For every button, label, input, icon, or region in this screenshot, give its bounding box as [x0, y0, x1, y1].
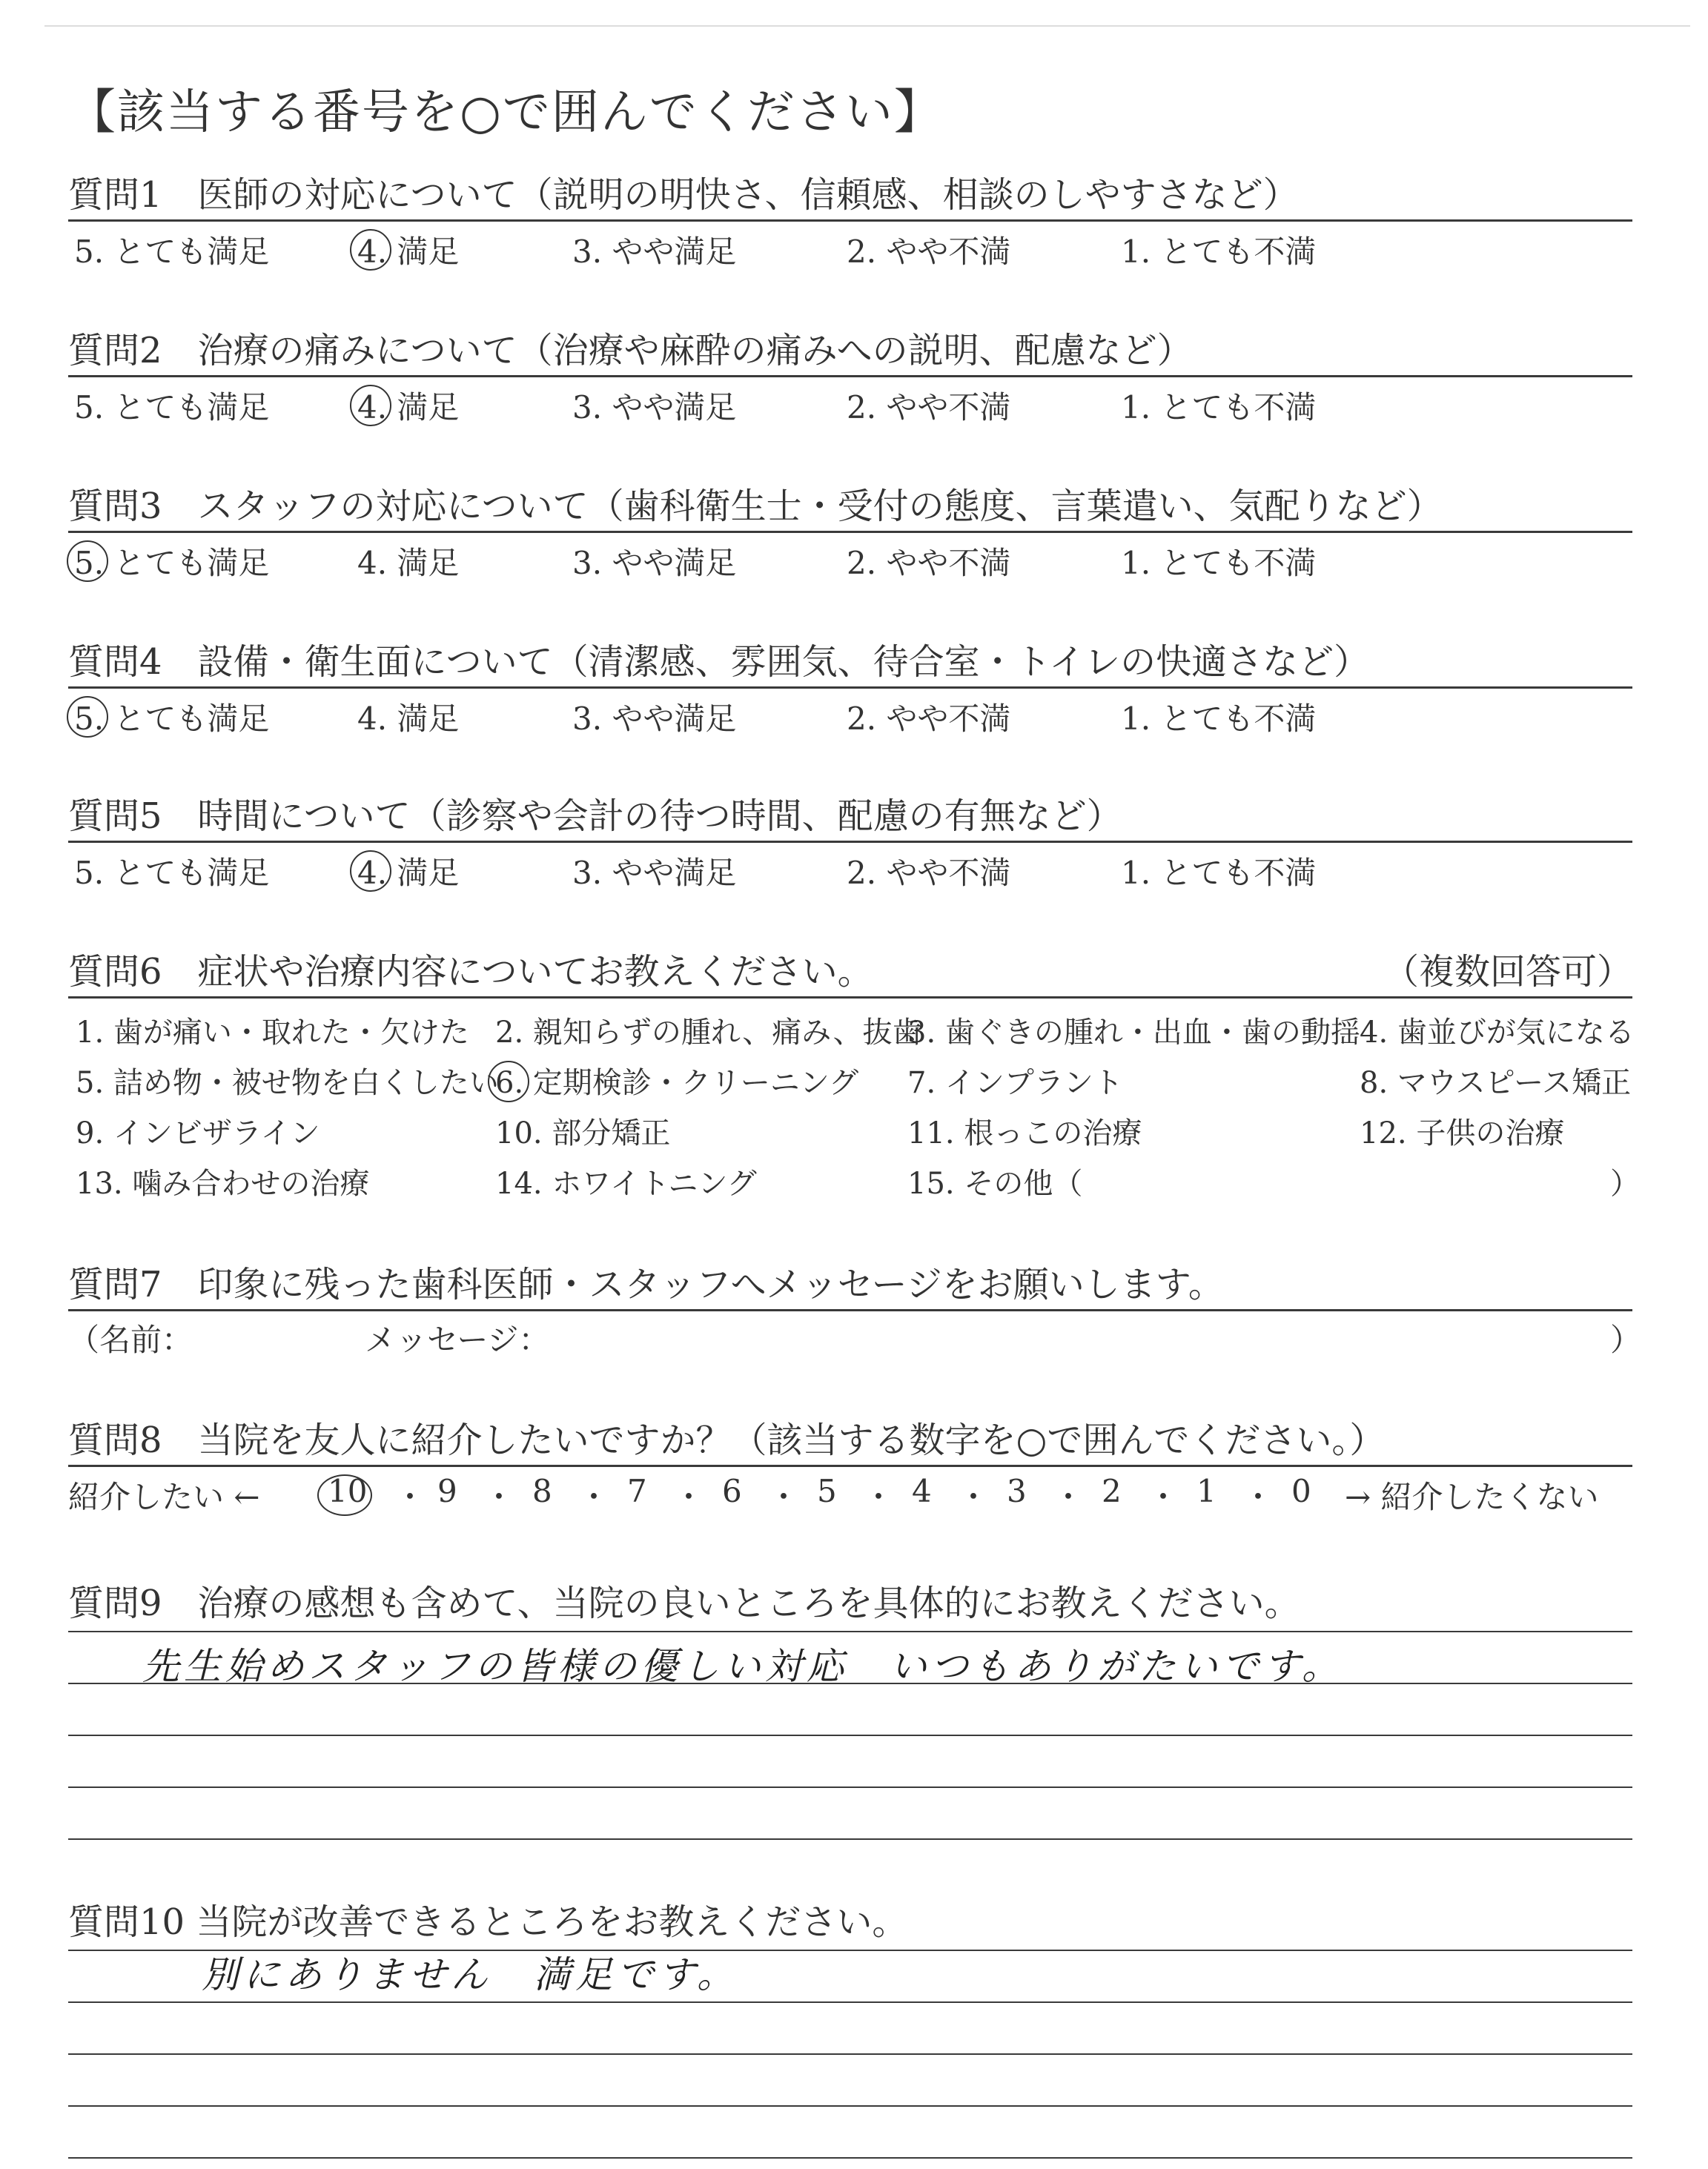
question-2 — [68, 326, 1632, 429]
scale-3[interactable]: 3 — [1007, 1473, 1027, 1509]
symptom-option[interactable]: 12. 子供の治療 — [1360, 1116, 1565, 1150]
writing-line — [68, 1786, 1632, 1788]
answer-lines — [68, 1947, 1632, 2169]
handwritten-answer[interactable]: 先生始めスタッフの皆様の優しい対応 いつもありがたいです。 — [142, 1645, 1343, 1688]
option-3[interactable]: 3. やや満足 — [572, 701, 737, 737]
scale-dot: ・ — [1242, 1479, 1274, 1515]
option-5-selected[interactable]: 5. とても満足 — [74, 539, 269, 583]
symptom-option[interactable]: 2. 親知らずの腫れ、痛み、抜歯 — [495, 1016, 922, 1050]
scale-8[interactable]: 8 — [532, 1473, 552, 1509]
question-8 — [68, 1416, 1632, 1519]
question-title: 質問5 時間について（診察や会計の待つ時間、配慮の有無など） — [68, 795, 1122, 837]
option-2[interactable]: 2. やや不満 — [847, 855, 1011, 891]
answer-lines — [68, 1628, 1632, 1880]
question-4 — [68, 638, 1632, 741]
question-title: 質問3 スタッフの対応について（歯科衛生士・受付の態度、言葉遣い、気配りなど） — [68, 486, 1443, 527]
option-5[interactable]: 5. とても満足 — [74, 855, 270, 891]
writing-line — [68, 2105, 1632, 2107]
rating-options — [68, 689, 1632, 741]
symptom-option[interactable]: 5. 詰め物・被せ物を白くしたい — [76, 1066, 499, 1100]
question-title — [68, 947, 1632, 996]
symptom-option[interactable]: 3. 歯ぐきの腫れ・出血・歯の動揺 — [907, 1016, 1360, 1050]
scale-6[interactable]: 6 — [722, 1473, 742, 1509]
option-4-selected[interactable]: 4. 満足 — [357, 849, 459, 893]
writing-line — [68, 1631, 1632, 1632]
symptom-option-selected[interactable]: 6. 定期検診・クリーニング — [495, 1059, 858, 1102]
close-paren: ） — [1610, 1322, 1642, 1358]
option-3[interactable]: 3. やや満足 — [572, 389, 737, 425]
writing-line — [68, 2053, 1632, 2055]
option-3[interactable]: 3. やや満足 — [572, 234, 737, 270]
question-title-text: 質問6 症状や治療内容についてお教えください。 — [68, 951, 873, 993]
question-10 — [68, 1898, 1632, 2169]
rating-options — [68, 222, 1632, 274]
scale-dot: ・ — [863, 1479, 895, 1515]
writing-line — [68, 2001, 1632, 2003]
scale-dot: ・ — [1148, 1479, 1179, 1515]
not-recommend-label: → 紹介したくない — [1345, 1479, 1599, 1515]
question-title: 質問7 印象に残った歯科医師・スタッフへメッセージをお願いします。 — [68, 1264, 1224, 1305]
symptom-option[interactable]: 15. その他（ — [907, 1167, 1083, 1201]
scale-10-selected[interactable]: 10 — [328, 1473, 368, 1509]
top-border — [44, 25, 1690, 27]
writing-line — [68, 1838, 1632, 1840]
scale-dot: ・ — [1053, 1479, 1085, 1515]
handwritten-answer[interactable]: 別にありません 満足です。 — [202, 1953, 738, 1996]
option-4[interactable]: 4. 満足 — [357, 545, 460, 581]
question-title: 質問10 当院が改善できるところをお教えください。 — [68, 1901, 908, 1943]
multiple-answer-note: （複数回答可） — [1383, 951, 1632, 993]
writing-line — [68, 2157, 1632, 2159]
message-row — [68, 1311, 1642, 1358]
scale-4[interactable]: 4 — [912, 1473, 932, 1509]
option-1[interactable]: 1. とても不満 — [1121, 855, 1317, 891]
option-2[interactable]: 2. やや不満 — [847, 545, 1011, 581]
option-5[interactable]: 5. とても満足 — [74, 389, 270, 425]
question-5 — [68, 792, 1632, 895]
option-5-selected[interactable]: 5. とても満足 — [74, 695, 269, 739]
other-close-paren: ） — [1610, 1167, 1640, 1201]
question-title: 質問8 当院を友人に紹介したいですか？（該当する数字を○で囲んでください。） — [68, 1420, 1386, 1461]
symptom-option[interactable]: 8. マウスピース矯正 — [1360, 1066, 1632, 1100]
symptom-option[interactable]: 10. 部分矯正 — [495, 1116, 671, 1150]
question-1 — [68, 170, 1632, 274]
scale-dot: ・ — [394, 1479, 426, 1515]
symptom-options — [68, 999, 1640, 1213]
scale-dot: ・ — [958, 1479, 990, 1515]
question-6 — [68, 947, 1640, 1213]
option-3[interactable]: 3. やや満足 — [572, 855, 737, 891]
message-label: メッセージ： — [365, 1322, 550, 1358]
symptom-option[interactable]: 4. 歯並びが気になる — [1360, 1016, 1635, 1050]
symptom-option[interactable]: 13. 噛み合わせの治療 — [76, 1167, 370, 1201]
name-label: （名前： — [68, 1322, 193, 1358]
option-4-selected[interactable]: 4. 満足 — [357, 383, 459, 428]
scale-0[interactable]: 0 — [1291, 1473, 1311, 1509]
question-3 — [68, 482, 1632, 585]
option-1[interactable]: 1. とても不満 — [1121, 545, 1317, 581]
question-7 — [68, 1260, 1642, 1358]
option-1[interactable]: 1. とても不満 — [1121, 701, 1317, 737]
option-4[interactable]: 4. 満足 — [357, 701, 460, 737]
symptom-option[interactable]: 14. ホワイトニング — [495, 1167, 757, 1201]
option-2[interactable]: 2. やや不満 — [847, 234, 1011, 270]
recommend-scale — [68, 1467, 1632, 1519]
scale-dot: ・ — [768, 1479, 800, 1515]
rating-options — [68, 377, 1632, 429]
question-title: 質問1 医師の対応について（説明の明快さ、信頼感、相談のしやすさなど） — [68, 174, 1299, 216]
question-title: 質問2 治療の痛みについて（治療や麻酔の痛みへの説明、配慮など） — [68, 330, 1193, 371]
question-title: 質問4 設備・衛生面について（清潔感、雰囲気、待合室・トイレの快適さなど） — [68, 641, 1370, 683]
option-2[interactable]: 2. やや不満 — [847, 701, 1011, 737]
option-2[interactable]: 2. やや不満 — [847, 389, 1011, 425]
scale-dot: ・ — [578, 1479, 610, 1515]
symptom-option[interactable]: 9. インビザライン — [76, 1116, 320, 1150]
scale-9[interactable]: 9 — [437, 1473, 457, 1509]
scale-5[interactable]: 5 — [817, 1473, 837, 1509]
scale-dot: ・ — [483, 1479, 515, 1515]
scale-dot: ・ — [673, 1479, 705, 1515]
scale-1[interactable]: 1 — [1196, 1473, 1217, 1509]
scale-2[interactable]: 2 — [1102, 1473, 1122, 1509]
symptom-option[interactable]: 7. インプラント — [907, 1066, 1123, 1100]
rating-options — [68, 843, 1632, 895]
scale-7[interactable]: 7 — [627, 1473, 647, 1509]
option-1[interactable]: 1. とても不満 — [1121, 234, 1317, 270]
recommend-label: 紹介したい ← — [68, 1479, 260, 1515]
symptom-option[interactable]: 1. 歯が痛い・取れた・欠けた — [76, 1016, 469, 1050]
option-1[interactable]: 1. とても不満 — [1121, 389, 1317, 425]
symptom-option[interactable]: 11. 根っこの治療 — [907, 1116, 1142, 1150]
option-3[interactable]: 3. やや満足 — [572, 545, 737, 581]
question-title: 質問9 治療の感想も含めて、当院の良いところを具体的にお教えください。 — [68, 1583, 1300, 1624]
rating-options — [68, 533, 1632, 585]
option-5[interactable]: 5. とても満足 — [74, 234, 270, 270]
writing-line — [68, 1735, 1632, 1736]
option-4-selected[interactable]: 4. 満足 — [357, 228, 459, 272]
instruction-header: 【該当する番号を○で囲んでください】 — [68, 85, 943, 140]
question-9 — [68, 1579, 1632, 1880]
